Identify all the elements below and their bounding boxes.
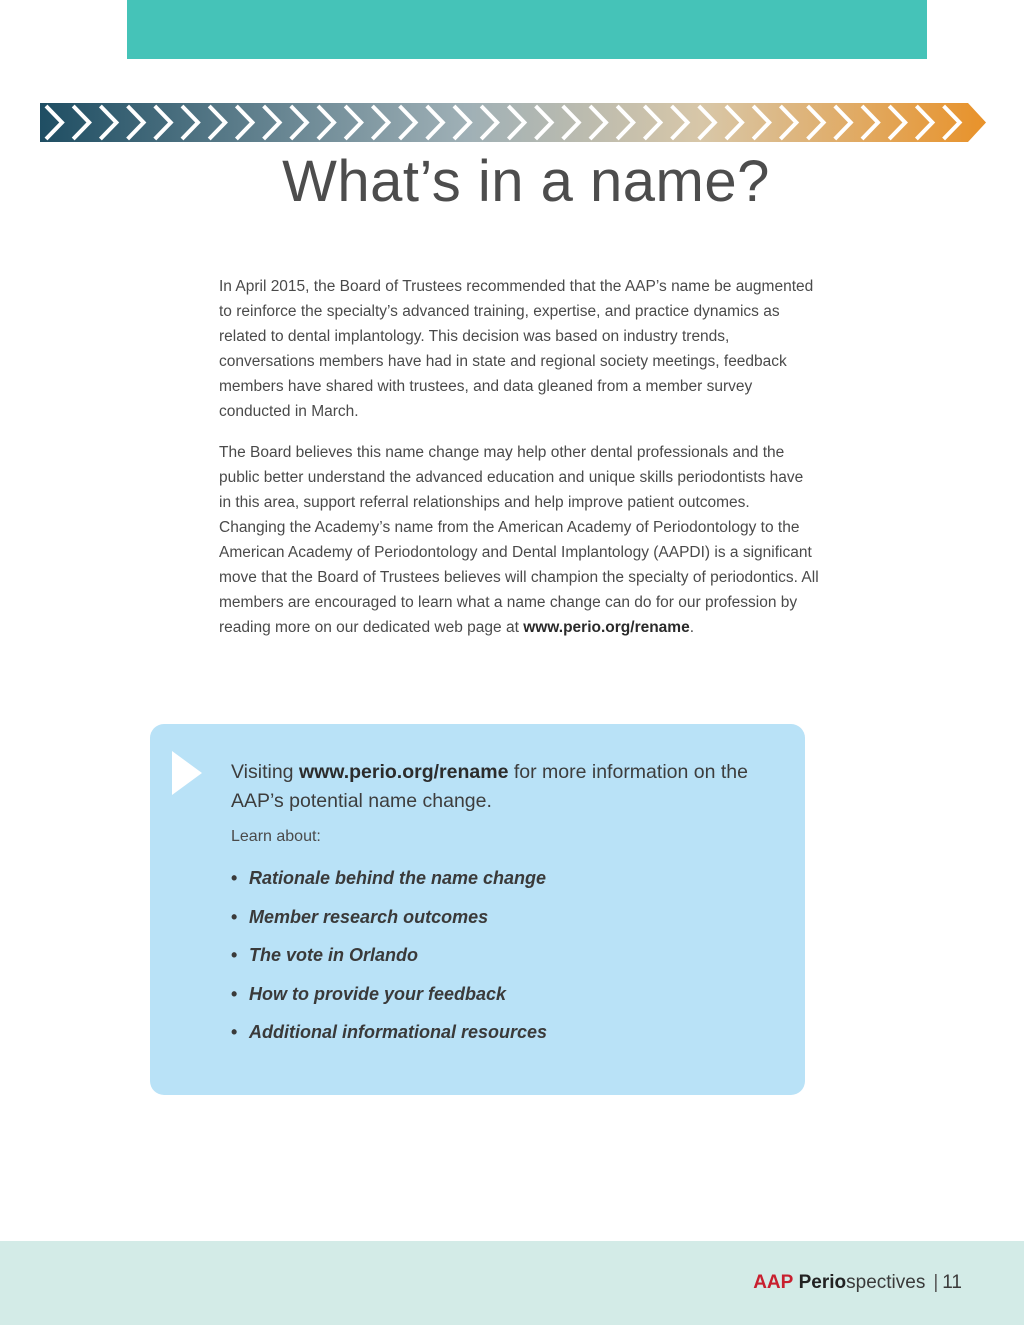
list-item xyxy=(231,865,547,904)
callout-intro-suffix: for more information on the AAP’s potential name change. xyxy=(231,761,748,812)
list-item-text: How to provide your feedback xyxy=(249,983,507,1004)
list-item xyxy=(231,981,547,1020)
brand-aap: AAP xyxy=(753,1272,794,1293)
info-callout-box xyxy=(150,724,805,1095)
bullet-icon: • xyxy=(231,906,238,927)
list-item-text: The vote in Orlando xyxy=(249,945,419,965)
list-item-text: Additional informational resources xyxy=(249,1022,548,1042)
brand-perio: Perio xyxy=(798,1272,847,1293)
list-item xyxy=(231,942,547,981)
bullet-icon: • xyxy=(231,945,238,965)
footer-publication-brand xyxy=(753,1272,962,1294)
paragraph-board xyxy=(219,440,819,641)
brand-spectives: spectives xyxy=(846,1272,926,1293)
callout-rename-link[interactable]: www.perio.org/rename xyxy=(298,761,509,783)
list-item-text: Rationale behind the name change xyxy=(249,868,547,888)
page-number: 11 xyxy=(942,1272,962,1293)
callout-intro-prefix: Visiting xyxy=(231,761,294,783)
paragraph-board-text: The Board believes this name change may help other dental professionals and the public better understand the advanced education and unique skills periodontists have in this area, support referral relationships and help improve patient outcomes. Changing the Academy’s name from the American Academy of Periodontology to the American Academy of Periodontology and Dental Implantology (AAPDI) is a significant move that the Board of Trustees believes will champion the specialty of periodontics. All members are encouraged to learn what a name change can do for our profession by reading more on our dedicated web page at xyxy=(219,443,819,637)
learn-about-label: Learn about: xyxy=(231,828,321,845)
paragraph-intro-text: In April 2015, the Board of Trustees recommended that the AAP’s name be augmented to reinforce the specialty’s advanced training, expertise, and practice dynamics as related to dental implantology. This decision was based on industry trends, conversations members have had in state and regional society meetings, feedback members have shared with trustees, and data gleaned from a member survey conducted in March. xyxy=(219,278,814,421)
list-item xyxy=(231,904,547,943)
paragraph-end-period: . xyxy=(689,619,695,637)
bullet-icon: • xyxy=(231,1022,238,1042)
list-item-text: Member research outcomes xyxy=(249,906,489,927)
play-arrow-icon xyxy=(172,751,202,795)
learn-about-list xyxy=(231,865,547,1058)
article-body xyxy=(219,274,819,655)
chevron-arrow-banner xyxy=(40,103,986,142)
bullet-icon: • xyxy=(231,868,238,888)
rename-link[interactable]: www.perio.org/rename xyxy=(523,619,690,637)
callout-intro xyxy=(231,758,771,816)
footer-separator: | xyxy=(933,1272,939,1293)
page-title: What’s in a name? xyxy=(282,149,770,214)
top-color-band xyxy=(127,0,927,59)
paragraph-intro xyxy=(219,274,819,425)
bullet-icon: • xyxy=(231,983,238,1004)
list-item xyxy=(231,1019,547,1058)
